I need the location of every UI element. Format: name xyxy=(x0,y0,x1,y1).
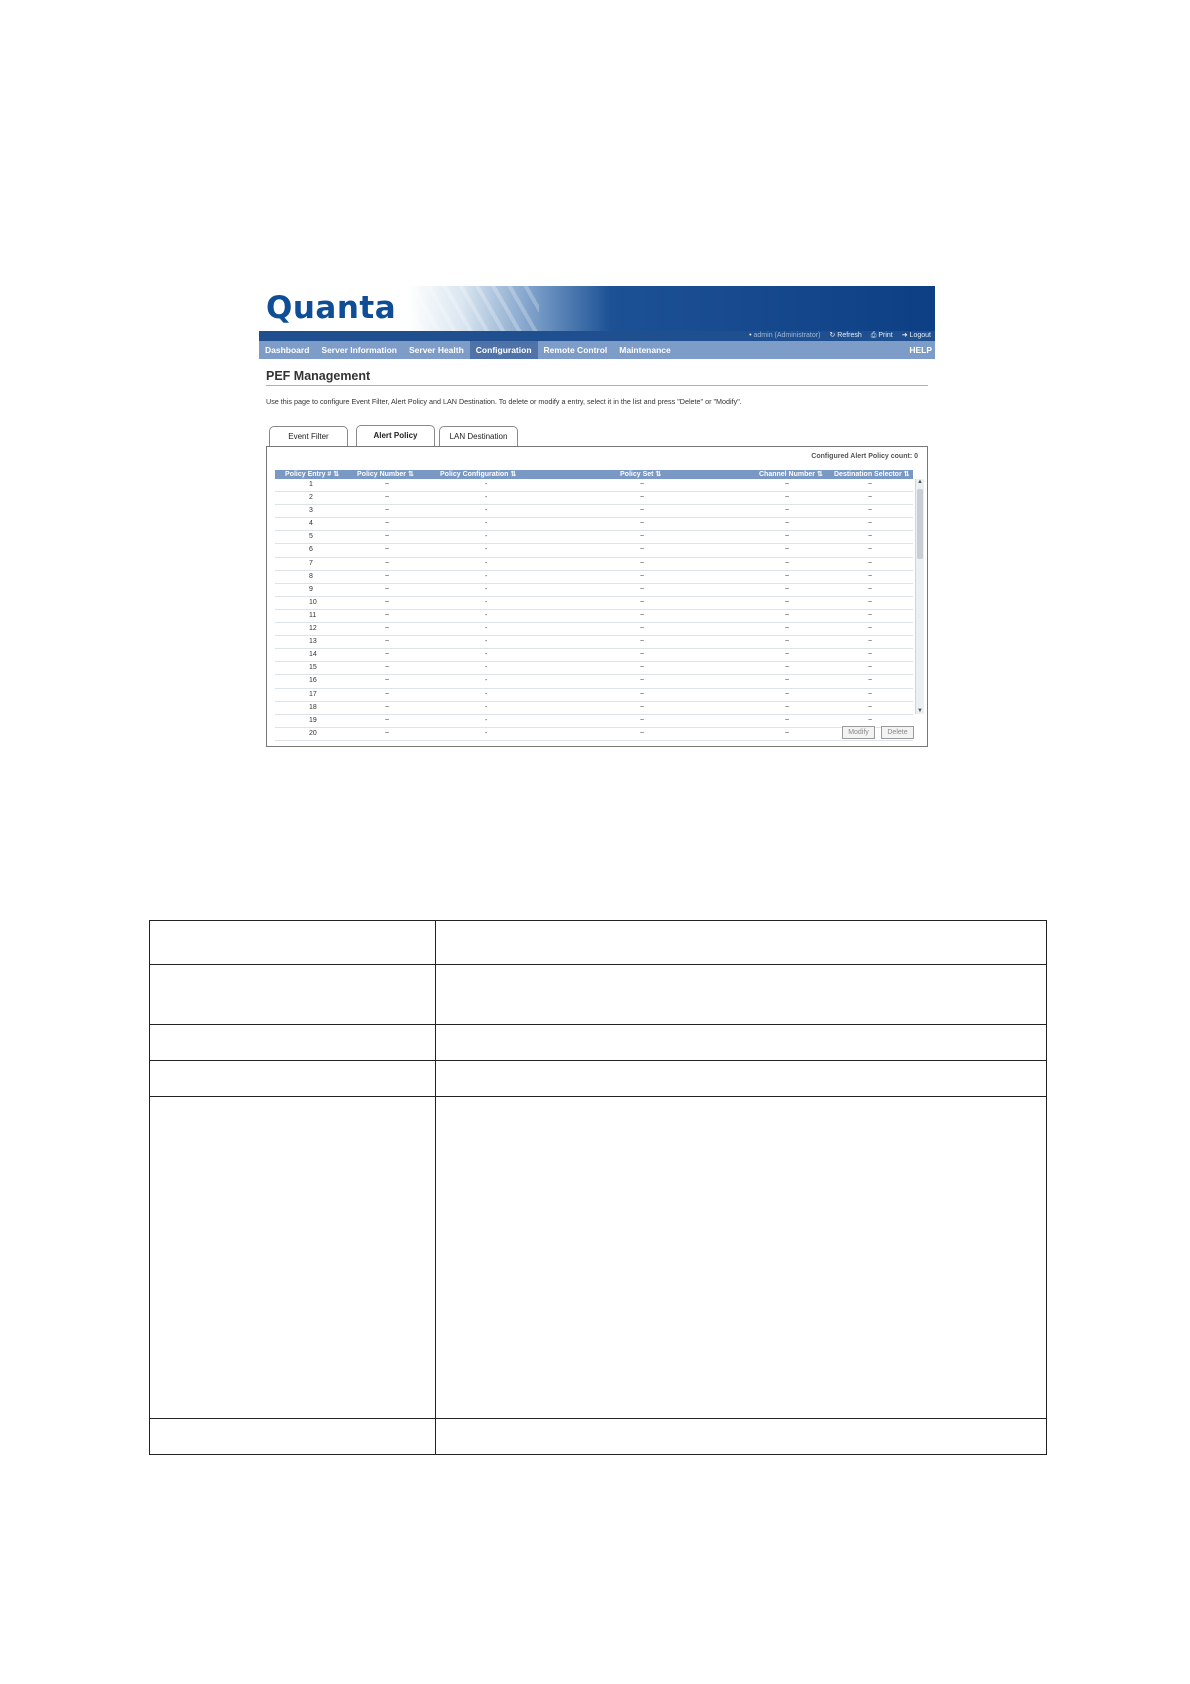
table-cell: - xyxy=(485,651,488,659)
table-cell: ~ xyxy=(868,585,873,593)
document-table xyxy=(149,920,1047,1455)
col-policy-entry[interactable]: Policy Entry # ⇅ xyxy=(285,471,340,478)
table-cell: ~ xyxy=(868,598,873,606)
page-description: Use this page to configure Event Filter, Alert Policy and LAN Destination. To delete or modify a entry, select it in the list and press "Delete" or "Modify". xyxy=(266,397,742,406)
table-cell xyxy=(436,921,1047,965)
table-cell: 14 xyxy=(309,651,317,659)
table-cell: ~ xyxy=(868,664,873,672)
table-cell: ~ xyxy=(785,533,790,541)
table-cell: ~ xyxy=(385,572,390,580)
table-cell: ~ xyxy=(868,677,873,685)
table-cell: - xyxy=(485,729,488,737)
quanta-logo: Quanta xyxy=(266,290,397,326)
table-cell: ~ xyxy=(640,664,645,672)
table-cell: ~ xyxy=(868,546,873,554)
table-cell: - xyxy=(485,638,488,646)
scroll-up-icon[interactable]: ▲ xyxy=(917,479,923,485)
table-cell: ~ xyxy=(385,651,390,659)
table-cell: - xyxy=(485,559,488,567)
table-cell: ~ xyxy=(385,559,390,567)
table-row[interactable] xyxy=(275,728,913,741)
user-name: admin (Administrator) xyxy=(753,332,821,339)
table-cell: ~ xyxy=(385,611,390,619)
table-row xyxy=(150,1097,1047,1419)
table-cell: 7 xyxy=(309,559,313,567)
sort-icon: ⇅ xyxy=(510,471,517,478)
table-cell: - xyxy=(485,664,488,672)
table-cell: ~ xyxy=(385,690,390,698)
tab-event-filter[interactable]: Event Filter xyxy=(269,426,348,446)
table-cell: 9 xyxy=(309,585,313,593)
table-cell: ~ xyxy=(785,494,790,502)
table-cell: ~ xyxy=(785,611,790,619)
scrollbar-thumb[interactable] xyxy=(917,489,923,559)
user-indicator: • admin (Administrator) xyxy=(749,332,821,339)
table-cell: - xyxy=(485,533,488,541)
col-policy-number[interactable]: Policy Number ⇅ xyxy=(357,471,414,478)
table-cell: 3 xyxy=(309,507,313,515)
table-cell: ~ xyxy=(785,690,790,698)
table-cell xyxy=(150,1419,436,1455)
table-row[interactable] xyxy=(275,675,913,688)
sort-icon: ⇅ xyxy=(655,471,662,478)
table-row[interactable] xyxy=(275,597,913,610)
table-cell: ~ xyxy=(385,677,390,685)
table-cell: ~ xyxy=(785,664,790,672)
table-cell: 5 xyxy=(309,533,313,541)
table-cell: ~ xyxy=(868,625,873,633)
table-cell: ~ xyxy=(640,677,645,685)
table-cell: ~ xyxy=(385,664,390,672)
scroll-down-icon[interactable]: ▼ xyxy=(917,708,923,714)
table-row[interactable] xyxy=(275,662,913,675)
table-cell: ~ xyxy=(868,651,873,659)
table-cell xyxy=(436,1061,1047,1097)
table-cell: 6 xyxy=(309,546,313,554)
table-cell: - xyxy=(485,520,488,528)
table-cell: - xyxy=(485,598,488,606)
table-row[interactable] xyxy=(275,623,913,636)
table-cell: ~ xyxy=(868,559,873,567)
tab-lan-destination[interactable]: LAN Destination xyxy=(439,426,518,446)
table-cell: ~ xyxy=(868,533,873,541)
sort-icon: ⇅ xyxy=(333,471,340,478)
table-cell: ~ xyxy=(785,520,790,528)
sort-icon: ⇅ xyxy=(816,471,823,478)
table-cell: ~ xyxy=(640,598,645,606)
nav-configuration[interactable]: Configuration xyxy=(470,341,538,359)
table-header xyxy=(275,470,913,479)
refresh-link[interactable]: ↻ Refresh xyxy=(829,332,862,339)
table-cell: ~ xyxy=(385,625,390,633)
table-cell xyxy=(150,1061,436,1097)
page-title: PEF Management xyxy=(266,369,371,383)
policy-count-label: Configured Alert Policy count: 0 xyxy=(811,453,918,460)
sort-icon: ⇅ xyxy=(407,471,414,478)
table-scrollbar[interactable] xyxy=(915,479,924,714)
table-cell: 20 xyxy=(309,729,317,737)
table-cell: 10 xyxy=(309,598,317,606)
table-cell: ~ xyxy=(385,481,390,488)
table-cell: 4 xyxy=(309,520,313,528)
delete-button[interactable]: Delete xyxy=(881,726,914,739)
table-cell: ~ xyxy=(640,690,645,698)
table-cell: - xyxy=(485,625,488,633)
table-cell xyxy=(436,1097,1047,1419)
table-cell: ~ xyxy=(785,546,790,554)
table-row[interactable] xyxy=(275,649,913,662)
table-cell: ~ xyxy=(640,703,645,711)
sort-icon: ⇅ xyxy=(903,471,910,478)
table-row[interactable] xyxy=(275,492,913,505)
table-cell: - xyxy=(485,546,488,554)
table-row xyxy=(150,921,1047,965)
logout-icon: ➜ xyxy=(901,332,908,339)
table-cell: ~ xyxy=(785,729,790,737)
table-cell: ~ xyxy=(640,625,645,633)
table-cell: ~ xyxy=(640,481,645,488)
table-cell: 18 xyxy=(309,703,317,711)
table-cell: ~ xyxy=(385,494,390,502)
print-icon: ⎙ xyxy=(870,332,877,339)
table-cell: ~ xyxy=(640,585,645,593)
table-row[interactable] xyxy=(275,505,913,518)
table-cell: ~ xyxy=(785,481,790,488)
nav-server-information[interactable]: Server Information xyxy=(321,345,397,355)
alert-policy-panel xyxy=(266,446,928,747)
table-cell: 17 xyxy=(309,690,317,698)
table-cell: 19 xyxy=(309,716,317,724)
table-cell: ~ xyxy=(785,598,790,606)
table-row[interactable] xyxy=(275,558,913,571)
table-cell: ~ xyxy=(385,598,390,606)
table-cell: - xyxy=(485,481,488,488)
table-row[interactable] xyxy=(275,479,913,492)
table-cell xyxy=(436,965,1047,1025)
table-cell: ~ xyxy=(385,703,390,711)
table-cell: - xyxy=(485,690,488,698)
table-row[interactable] xyxy=(275,571,913,584)
table-cell: 8 xyxy=(309,572,313,580)
user-bar xyxy=(259,331,935,341)
nav-dashboard[interactable]: Dashboard xyxy=(265,345,310,355)
title-divider xyxy=(266,385,928,386)
table-cell: - xyxy=(485,703,488,711)
table-cell: ~ xyxy=(385,585,390,593)
table-cell: - xyxy=(485,572,488,580)
col-policy-configuration[interactable]: Policy Configuration ⇅ xyxy=(440,471,517,478)
table-cell: ~ xyxy=(640,559,645,567)
main-nav xyxy=(259,341,935,359)
table-cell: ~ xyxy=(785,703,790,711)
table-cell: ~ xyxy=(640,546,645,554)
table-row[interactable] xyxy=(275,518,913,531)
table-row[interactable] xyxy=(275,715,913,728)
table-cell: 15 xyxy=(309,664,317,672)
header-banner xyxy=(259,286,935,331)
table-cell: ~ xyxy=(868,481,873,488)
table-cell: 13 xyxy=(309,638,317,646)
table-row[interactable] xyxy=(275,584,913,597)
screenshot-figure xyxy=(259,286,935,747)
table-cell: ~ xyxy=(868,611,873,619)
table-cell: ~ xyxy=(785,677,790,685)
help-link[interactable]: HELP xyxy=(909,345,932,355)
table-cell xyxy=(436,1419,1047,1455)
table-cell: 2 xyxy=(309,494,313,502)
table-cell: ~ xyxy=(785,572,790,580)
table-row[interactable] xyxy=(275,544,913,557)
col-policy-set[interactable]: Policy Set ⇅ xyxy=(620,471,662,478)
table-cell: ~ xyxy=(785,716,790,724)
table-cell: ~ xyxy=(868,638,873,646)
table-cell: ~ xyxy=(868,520,873,528)
table-row[interactable] xyxy=(275,636,913,649)
table-cell: ~ xyxy=(785,559,790,567)
table-cell: ~ xyxy=(785,651,790,659)
logout-link[interactable]: ➜ Logout xyxy=(901,332,931,339)
col-destination-selector[interactable]: Destination Selector ⇅ xyxy=(834,471,910,478)
table-cell: ~ xyxy=(640,572,645,580)
table-cell: ~ xyxy=(785,625,790,633)
table-cell: ~ xyxy=(385,533,390,541)
table-row[interactable] xyxy=(275,610,913,623)
table-cell: ~ xyxy=(385,520,390,528)
table-cell: - xyxy=(485,611,488,619)
table-cell: - xyxy=(485,507,488,515)
table-cell: ~ xyxy=(640,520,645,528)
table-row xyxy=(150,1025,1047,1061)
table-cell xyxy=(150,1025,436,1061)
table-cell: ~ xyxy=(785,585,790,593)
table-row[interactable] xyxy=(275,689,913,702)
table-cell: ~ xyxy=(385,507,390,515)
table-row[interactable] xyxy=(275,702,913,715)
table-cell: ~ xyxy=(385,546,390,554)
print-link[interactable]: ⎙ Print xyxy=(870,332,893,339)
modify-button[interactable]: Modify xyxy=(842,726,875,739)
nav-remote-control[interactable]: Remote Control xyxy=(543,345,608,355)
table-row xyxy=(150,965,1047,1025)
table-cell: 1 xyxy=(309,481,313,488)
nav-server-health[interactable]: Server Health xyxy=(408,345,464,355)
table-cell: ~ xyxy=(640,611,645,619)
table-cell: ~ xyxy=(640,494,645,502)
table-cell: 12 xyxy=(309,625,317,633)
table-cell: - xyxy=(485,585,488,593)
table-cell xyxy=(150,965,436,1025)
table-cell xyxy=(150,921,436,965)
table-cell: ~ xyxy=(868,507,873,515)
col-channel-number[interactable]: Channel Number ⇅ xyxy=(759,471,823,478)
table-cell: ~ xyxy=(640,533,645,541)
table-cell: ~ xyxy=(868,494,873,502)
refresh-icon: ↻ xyxy=(829,332,836,339)
table-cell: ~ xyxy=(868,572,873,580)
table-cell: ~ xyxy=(868,690,873,698)
table-cell: ~ xyxy=(640,716,645,724)
table-row xyxy=(150,1061,1047,1097)
table-cell: ~ xyxy=(640,638,645,646)
table-cell xyxy=(150,1097,436,1419)
table-cell: ~ xyxy=(385,638,390,646)
table-cell: ~ xyxy=(785,638,790,646)
table-cell: ~ xyxy=(640,729,645,737)
table-cell xyxy=(436,1025,1047,1061)
table-cell: ~ xyxy=(385,729,390,737)
table-cell: ~ xyxy=(868,716,873,724)
table-cell: ~ xyxy=(640,507,645,515)
table-cell: 11 xyxy=(309,611,317,619)
tab-alert-policy[interactable]: Alert Policy xyxy=(356,425,435,446)
table-cell: ~ xyxy=(868,703,873,711)
table-cell: 16 xyxy=(309,677,317,685)
table-cell: ~ xyxy=(640,651,645,659)
table-cell: ~ xyxy=(385,716,390,724)
table-row[interactable] xyxy=(275,531,913,544)
table-cell: - xyxy=(485,494,488,502)
table-cell: - xyxy=(485,716,488,724)
table-row xyxy=(150,1419,1047,1455)
nav-maintenance[interactable]: Maintenance xyxy=(619,345,671,355)
table-cell: - xyxy=(485,677,488,685)
table-cell: ~ xyxy=(785,507,790,515)
